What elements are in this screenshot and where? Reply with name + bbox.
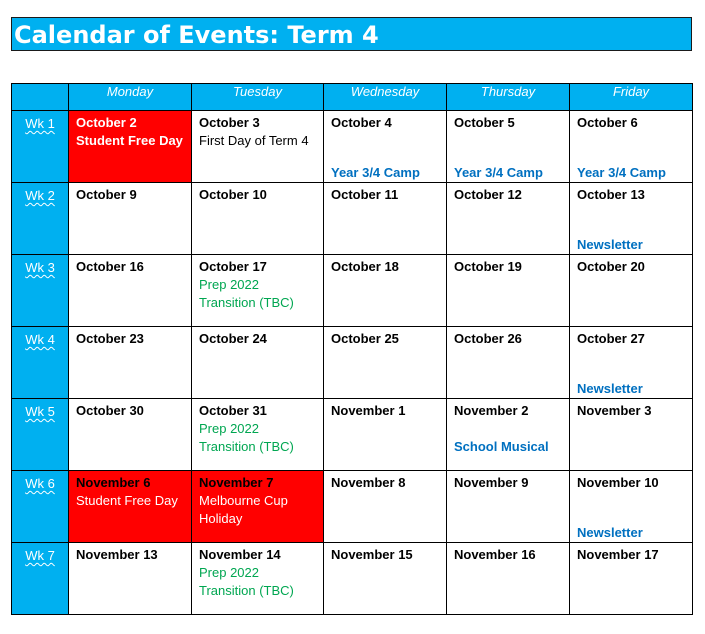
date-label: October 12: [454, 187, 522, 202]
day-cell: [570, 471, 693, 543]
date-label: November 16: [454, 547, 536, 562]
day-cell: [192, 399, 324, 471]
week-label-cell: [12, 327, 69, 399]
week-label: Wk 4: [25, 332, 55, 347]
date-label: October 16: [76, 259, 144, 274]
header-corner-cell: [12, 84, 69, 111]
day-cell: [570, 255, 693, 327]
day-cell: [324, 111, 447, 183]
day-cell: [570, 399, 693, 471]
week-row: [12, 183, 693, 255]
day-header-wednesday: Wednesday: [324, 84, 447, 111]
date-label: October 23: [76, 331, 144, 346]
date-label: November 3: [577, 403, 652, 418]
week-label: Wk 2: [25, 188, 55, 203]
day-header-friday: Friday: [570, 84, 693, 111]
date-label: November 14: [199, 547, 281, 562]
week-row: [12, 111, 693, 183]
event-label: Newsletter: [577, 237, 643, 252]
date-label: October 2: [76, 115, 137, 130]
day-cell: [570, 183, 693, 255]
date-label: October 30: [76, 403, 144, 418]
date-label: November 7: [199, 475, 274, 490]
day-cell: [69, 183, 192, 255]
date-label: October 26: [454, 331, 522, 346]
date-label: November 6: [76, 475, 151, 490]
date-label: November 1: [331, 403, 406, 418]
day-cell: [447, 471, 570, 543]
day-cell: [69, 543, 192, 615]
event-label: Prep 2022: [199, 277, 259, 292]
event-label: Student Free Day: [76, 133, 183, 148]
day-cell: [570, 111, 693, 183]
event-label: Transition (TBC): [199, 439, 294, 454]
day-cell: [447, 111, 570, 183]
page-title: Calendar of Events: Term 4: [14, 21, 379, 49]
week-label-cell: [12, 471, 69, 543]
title-bar: [11, 17, 692, 51]
event-label: Student Free Day: [76, 493, 178, 508]
date-label: October 3: [199, 115, 260, 130]
day-header-thursday: Thursday: [447, 84, 570, 111]
event-label: Prep 2022: [199, 565, 259, 580]
week-label-cell: [12, 399, 69, 471]
week-label-cell: [12, 543, 69, 615]
date-label: October 17: [199, 259, 267, 274]
date-label: October 9: [76, 187, 137, 202]
day-cell: [192, 255, 324, 327]
day-header-tuesday: Tuesday: [192, 84, 324, 111]
event-label: Year 3/4 Camp: [331, 165, 420, 180]
date-label: November 17: [577, 547, 659, 562]
day-cell: [192, 111, 324, 183]
date-label: October 19: [454, 259, 522, 274]
date-label: October 11: [331, 187, 399, 202]
date-label: November 8: [331, 475, 406, 490]
date-label: November 15: [331, 547, 413, 562]
day-cell: [192, 327, 324, 399]
date-label: October 24: [199, 331, 267, 346]
week-label: Wk 3: [25, 260, 55, 275]
day-cell: [570, 327, 693, 399]
event-label: School Musical: [454, 439, 549, 454]
day-header-monday: Monday: [69, 84, 192, 111]
day-cell: [69, 255, 192, 327]
day-cell: [447, 399, 570, 471]
day-cell: [324, 471, 447, 543]
week-row: [12, 543, 693, 615]
event-label: Transition (TBC): [199, 295, 294, 310]
event-label: Melbourne Cup: [199, 493, 288, 508]
day-cell: [324, 327, 447, 399]
week-label: Wk 1: [25, 116, 55, 131]
date-label: October 6: [577, 115, 638, 130]
day-cell: [69, 399, 192, 471]
week-row: [12, 471, 693, 543]
header-row: [12, 84, 693, 111]
day-cell: [447, 543, 570, 615]
day-cell: [570, 543, 693, 615]
day-cell: [324, 399, 447, 471]
date-label: October 25: [331, 331, 399, 346]
event-label: Transition (TBC): [199, 583, 294, 598]
week-row: [12, 399, 693, 471]
date-label: October 31: [199, 403, 267, 418]
week-label: Wk 7: [25, 548, 55, 563]
date-label: October 10: [199, 187, 267, 202]
date-label: October 18: [331, 259, 399, 274]
date-label: October 20: [577, 259, 645, 274]
day-cell: [69, 111, 192, 183]
date-label: November 10: [577, 475, 659, 490]
event-label: Year 3/4 Camp: [577, 165, 666, 180]
event-label: Holiday: [199, 511, 243, 526]
week-label-cell: [12, 183, 69, 255]
week-label-cell: [12, 255, 69, 327]
week-label-cell: [12, 111, 69, 183]
date-label: November 9: [454, 475, 529, 490]
day-cell: [324, 255, 447, 327]
date-label: November 13: [76, 547, 158, 562]
date-label: October 13: [577, 187, 645, 202]
week-row: [12, 255, 693, 327]
day-cell: [447, 255, 570, 327]
date-label: November 2: [454, 403, 529, 418]
day-cell: [192, 543, 324, 615]
event-label: Newsletter: [577, 381, 643, 396]
day-cell: [447, 183, 570, 255]
day-cell: [192, 471, 324, 543]
event-label: First Day of Term 4: [199, 133, 309, 148]
day-cell: [324, 183, 447, 255]
calendar-table: [11, 83, 693, 615]
date-label: October 27: [577, 331, 645, 346]
day-cell: [69, 327, 192, 399]
date-label: October 4: [331, 115, 392, 130]
week-label: Wk 6: [25, 476, 55, 491]
date-label: October 5: [454, 115, 515, 130]
week-row: [12, 327, 693, 399]
week-label: Wk 5: [25, 404, 55, 419]
day-cell: [192, 183, 324, 255]
day-cell: [69, 471, 192, 543]
day-cell: [324, 543, 447, 615]
event-label: Newsletter: [577, 525, 643, 540]
event-label: Prep 2022: [199, 421, 259, 436]
day-cell: [447, 327, 570, 399]
event-label: Year 3/4 Camp: [454, 165, 543, 180]
